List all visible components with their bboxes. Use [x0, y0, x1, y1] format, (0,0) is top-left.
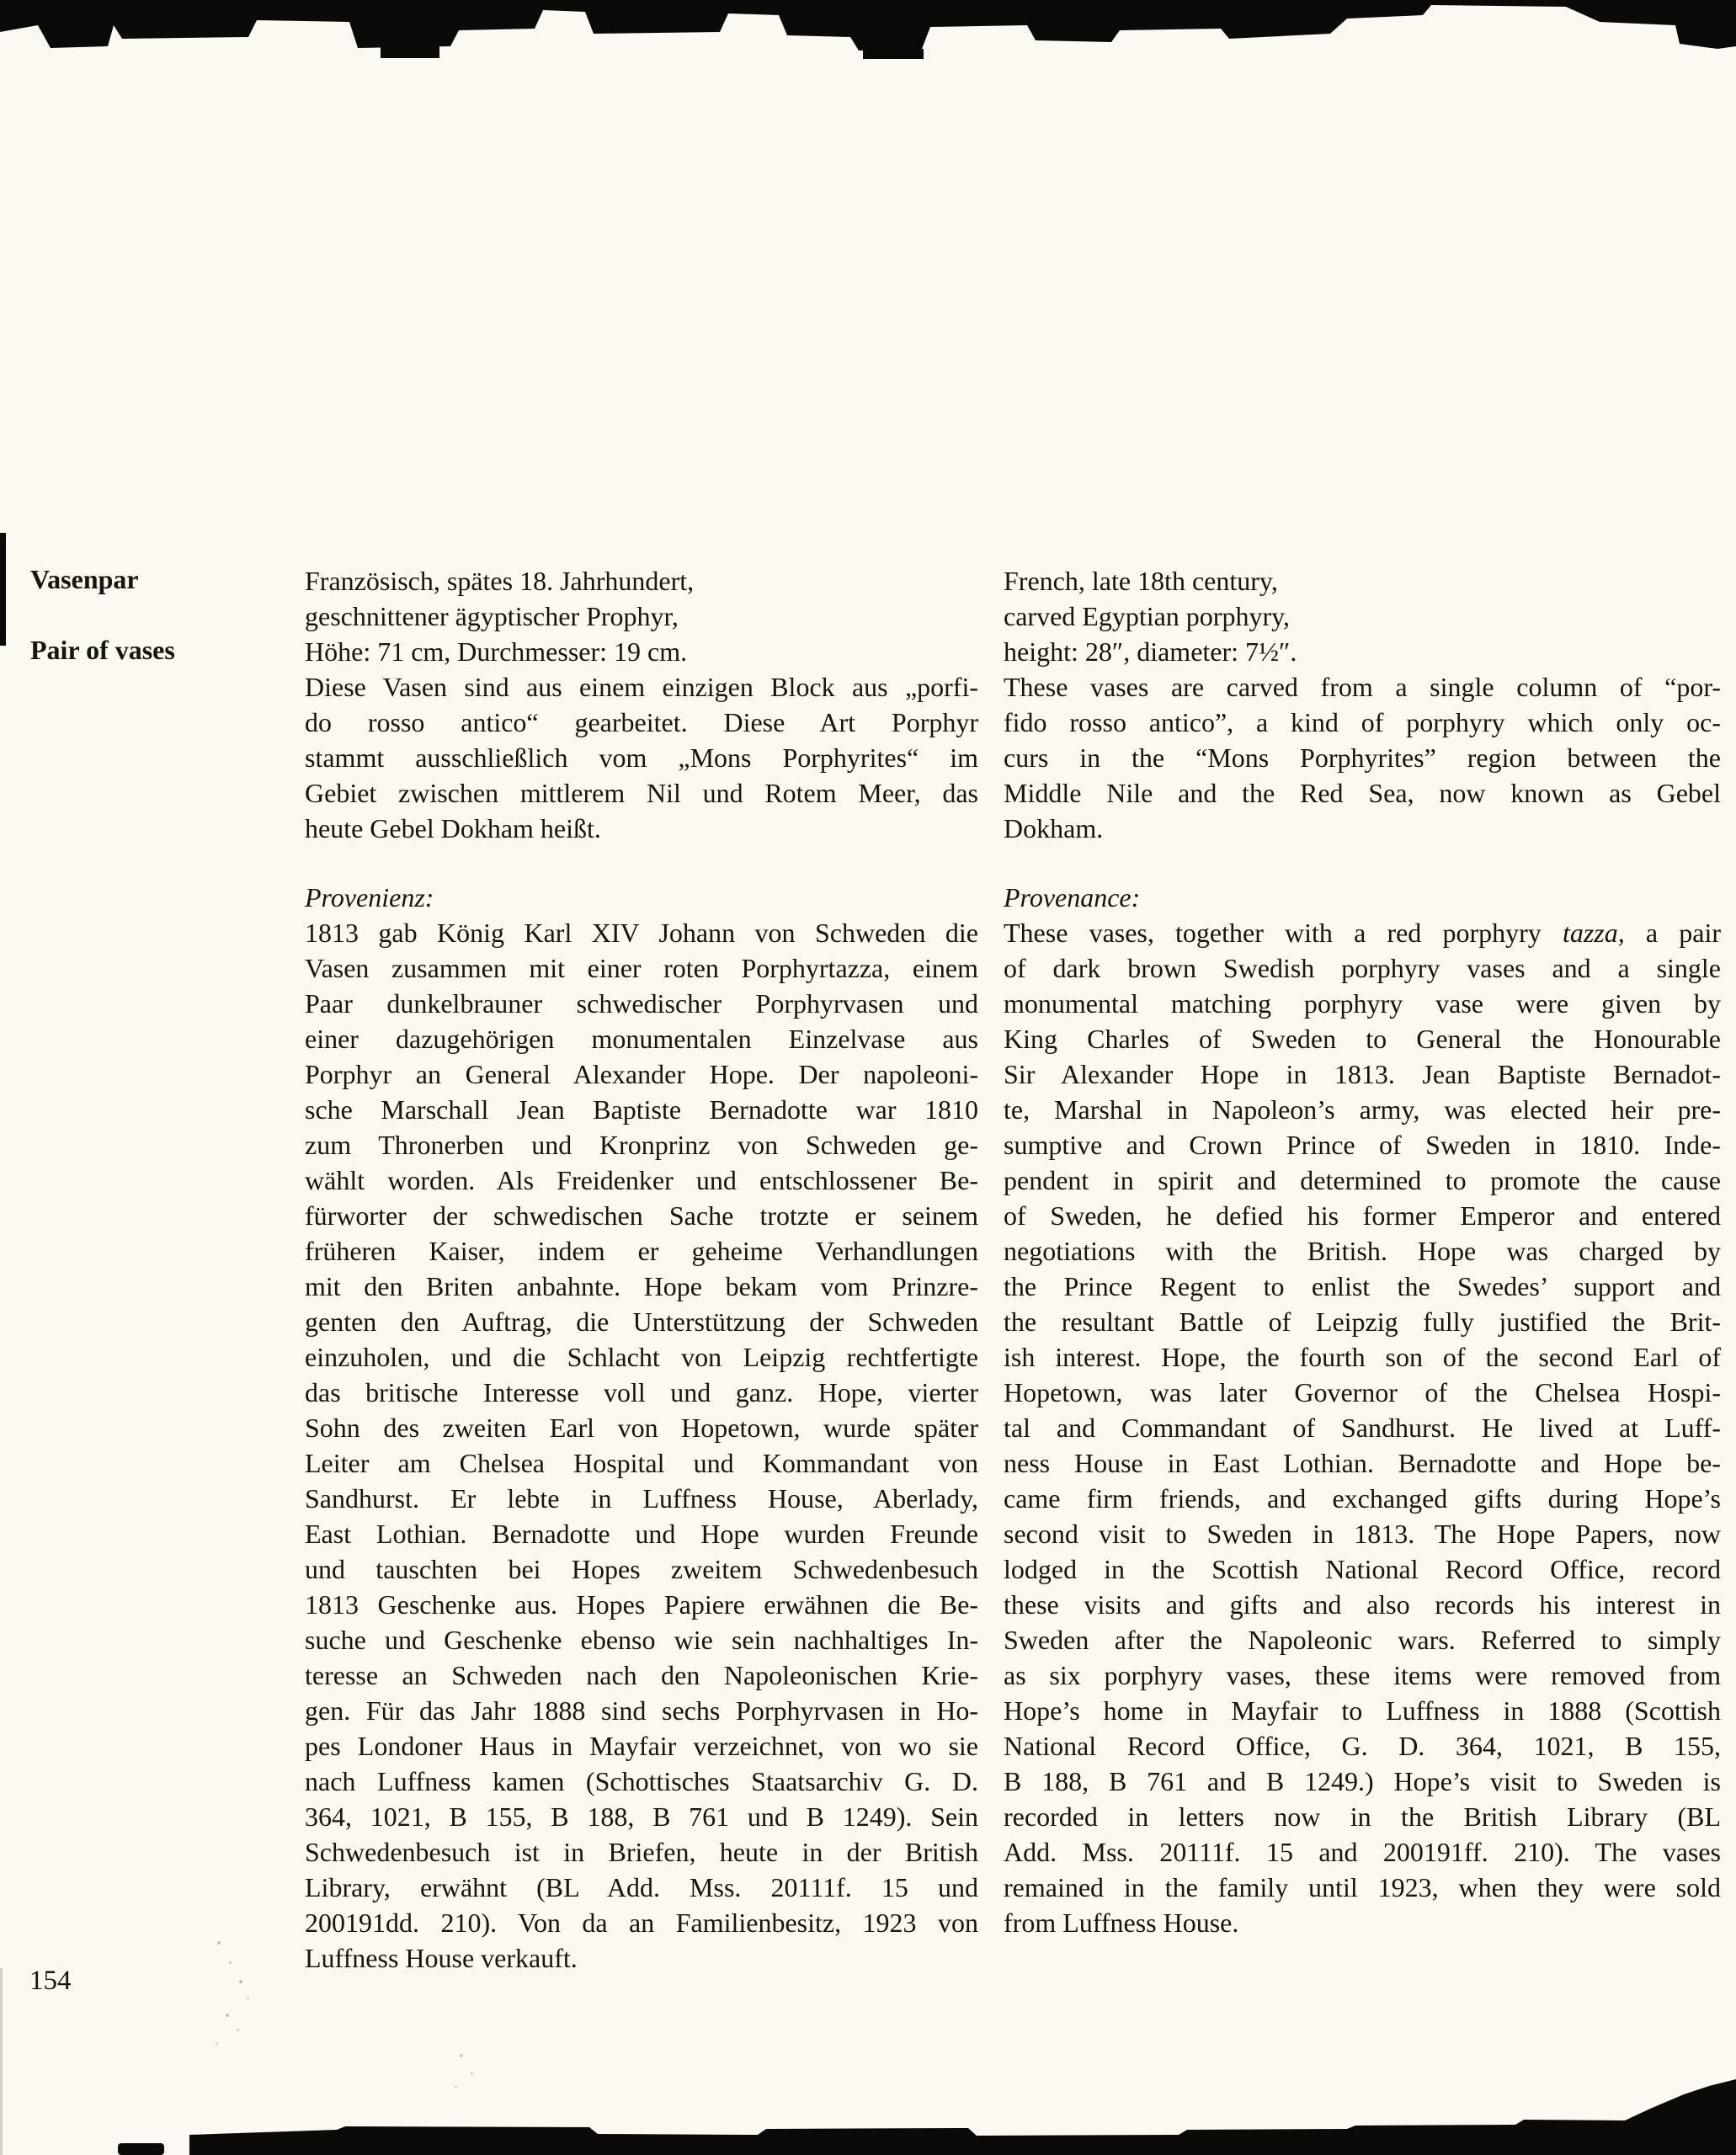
text-line: genten den Auftrag, die Unterstützung der Schweden	[305, 1306, 978, 1337]
text-line: Hope’s home in Mayfair to Luffness in 1888 (Scottish	[1004, 1695, 1721, 1726]
scan-artifact-left-sliver	[0, 533, 6, 646]
text-line: Sweden after the Napoleonic wars. Referred to simply	[1004, 1625, 1721, 1655]
page-number: 154	[29, 1966, 72, 1996]
text-line: früheren Kaiser, indem er geheime Verhandlungen	[305, 1236, 978, 1266]
text-line: came firm friends, and exchanged gifts during Hope’s	[1004, 1483, 1721, 1514]
text-line: Sir Alexander Hope in 1813. Jean Baptiste Bernadot-	[1004, 1059, 1721, 1089]
english-column	[1004, 563, 1721, 1940]
item-title-english: Pair of vases	[30, 635, 175, 665]
text-line: pes Londoner Haus in Mayfair verzeichnet, von wo sie	[305, 1731, 978, 1761]
text-line: Library, erwähnt (BL Add. Mss. 20111f. 15 und	[305, 1872, 978, 1902]
text-line: Middle Nile and the Red Sea, now known as Gebel	[1004, 778, 1721, 808]
text-line: teresse an Schweden nach den Napoleonischen Krie-	[305, 1660, 978, 1690]
scan-artifact-left-line	[0, 1968, 3, 2155]
text-line: ness House in East Lothian. Bernadotte and Hope be-	[1004, 1448, 1721, 1478]
scan-artifact-top-band	[0, 0, 1736, 76]
text-line: remained in the family until 1923, when they were sold	[1004, 1872, 1721, 1902]
text-line: Gebiet zwischen mittlerem Nil und Rotem Meer, das	[305, 778, 978, 808]
text-line: East Lothian. Bernadotte und Hope wurden Freunde	[305, 1519, 978, 1549]
text-line: Dokham.	[1004, 813, 1104, 843]
text-line: Französisch, spätes 18. Jahrhundert,	[305, 566, 695, 596]
text-line: und tauschten bei Hopes zweitem Schwedenbesuch	[305, 1554, 978, 1584]
text-line: Porphyr an General Alexander Hope. Der napoleoni-	[305, 1059, 978, 1089]
text-line: These vases, together with a red porphyry tazza, a pair	[1004, 918, 1722, 948]
text-line: sche Marschall Jean Baptiste Bernadotte war 1810	[305, 1094, 978, 1125]
text-line: as six porphyry vases, these items were removed from	[1004, 1660, 1721, 1690]
text-line: 1813 Geschenke aus. Hopes Papiere erwähnen die Be-	[305, 1589, 978, 1620]
text-line: the resultant Battle of Leipzig fully justified the Brit-	[1004, 1306, 1721, 1337]
text-line: lodged in the Scottish National Record Office, record	[1004, 1554, 1721, 1584]
text-line: 364, 1021, B 155, B 188, B 761 und B 1249). Sein	[305, 1801, 978, 1832]
english-provenance	[1004, 915, 1721, 1940]
text-line: Vasen zusammen mit einer roten Porphyrtazza, einem	[305, 953, 978, 983]
text-line: einzuholen, und die Schlacht von Leipzig rechtfertigte	[305, 1342, 978, 1372]
text-line: Höhe: 71 cm, Durchmesser: 19 cm.	[305, 636, 688, 667]
text-line: King Charles of Sweden to General the Honourable	[1004, 1024, 1721, 1054]
text-line: zum Thronerben und Kronprinz von Schweden ge-	[305, 1130, 978, 1160]
text-line: te, Marshal in Napoleon’s army, was elected heir pre-	[1004, 1094, 1721, 1125]
text-line: Hopetown, was later Governor of the Chelsea Hospi-	[1004, 1377, 1721, 1407]
text-line: French, late 18th century,	[1004, 566, 1278, 596]
text-line: fürworter der schwedischen Sache trotzte er seinem	[305, 1200, 978, 1231]
text-line: einer dazugehörigen monumentalen Einzelvase aus	[305, 1024, 978, 1054]
text-line: heute Gebel Dokham heißt.	[305, 813, 601, 843]
text-line: monumental matching porphyry vase were given by	[1004, 988, 1721, 1019]
text-line: das britische Interesse voll und ganz. Hope, vierter	[305, 1377, 978, 1407]
text-line: these visits and gifts and also records his interest in	[1004, 1589, 1721, 1620]
item-title-german: Vasenpar	[30, 564, 139, 594]
text-line: gen. Für das Jahr 1888 sind sechs Porphyrvasen in Ho-	[305, 1695, 978, 1726]
text-line: of Sweden, he defied his former Emperor and entered	[1004, 1200, 1721, 1231]
text-line: of dark brown Swedish porphyry vases and a single	[1004, 953, 1721, 983]
text-line: geschnittener ägyptischer Prophyr,	[305, 601, 679, 631]
text-line: mit den Briten anbahnte. Hope bekam vom Prinzre-	[305, 1271, 978, 1301]
text-line: Luffness House verkauft.	[305, 1943, 578, 1973]
text-line: Paar dunkelbrauner schwedischer Porphyrvasen und	[305, 988, 978, 1019]
text-line: carved Egyptian porphyry,	[1004, 601, 1291, 631]
text-line: B 188, B 761 and B 1249.) Hope’s visit to Sweden is	[1004, 1766, 1721, 1796]
text-line: wählt worden. Als Freidenker und entschlossener Be-	[305, 1165, 978, 1195]
text-line: Sohn des zweiten Earl von Hopetown, wurde später	[305, 1413, 978, 1443]
german-header	[305, 563, 978, 846]
text-line: the Prince Regent to enlist the Swedes’ support and	[1004, 1271, 1721, 1301]
text-line: ish interest. Hope, the fourth son of the second Earl of	[1004, 1342, 1721, 1372]
text-line: height: 28″, diameter: 7½″.	[1004, 636, 1297, 667]
text-line: Add. Mss. 20111f. 15 and 200191ff. 210). The vases	[1004, 1837, 1721, 1867]
german-provenance-heading: Provenienz:	[305, 882, 434, 913]
text-line: recorded in letters now in the British Library (BL	[1004, 1801, 1721, 1832]
text-line: curs in the “Mons Porphyrites” region between the	[1004, 742, 1721, 773]
text-line: nach Luffness kamen (Schottisches Staatsarchiv G. D.	[305, 1766, 978, 1796]
german-column	[305, 563, 978, 1976]
text-line: tal and Commandant of Sandhurst. He lived at Luff-	[1004, 1413, 1721, 1443]
english-header	[1004, 563, 1721, 846]
text-line: pendent in spirit and determined to promote the cause	[1004, 1165, 1721, 1195]
german-provenance	[305, 915, 978, 1976]
text-line: Diese Vasen sind aus einem einzigen Block aus „porfi-	[305, 672, 978, 702]
english-provenance-heading: Provenance:	[1004, 882, 1141, 913]
text-line: do rosso antico“ gearbeitet. Diese Art Porphyr	[305, 707, 978, 737]
text-line: Schwedenbesuch ist in Briefen, heute in der British	[305, 1837, 978, 1867]
text-line: Leiter am Chelsea Hospital und Kommandant von	[305, 1448, 978, 1478]
text-line: Sandhurst. Er lebte in Luffness House, Aberlady,	[305, 1483, 978, 1514]
text-line: stammt ausschließlich vom „Mons Porphyrites“ im	[305, 742, 978, 773]
text-line: fido rosso antico”, a kind of porphyry which only oc-	[1004, 707, 1721, 737]
text-line: These vases are carved from a single column of “por-	[1004, 672, 1721, 702]
text-line: suche und Geschenke ebenso wie sein nachhaltiges In-	[305, 1625, 978, 1655]
scan-artifact-bottom-band	[0, 2071, 1736, 2155]
text-line: sumptive and Crown Prince of Sweden in 1810. Inde-	[1004, 1130, 1721, 1160]
text-line: 1813 gab König Karl XIV Johann von Schweden die	[305, 918, 978, 948]
text-line: 200191dd. 210). Von da an Familienbesitz, 1923 von	[305, 1908, 978, 1938]
text-line: National Record Office, G. D. 364, 1021, B 155,	[1004, 1731, 1721, 1761]
text-line: second visit to Sweden in 1813. The Hope Papers, now	[1004, 1519, 1721, 1549]
text-line: from Luffness House.	[1004, 1908, 1239, 1938]
text-line: negotiations with the British. Hope was charged by	[1004, 1236, 1721, 1266]
